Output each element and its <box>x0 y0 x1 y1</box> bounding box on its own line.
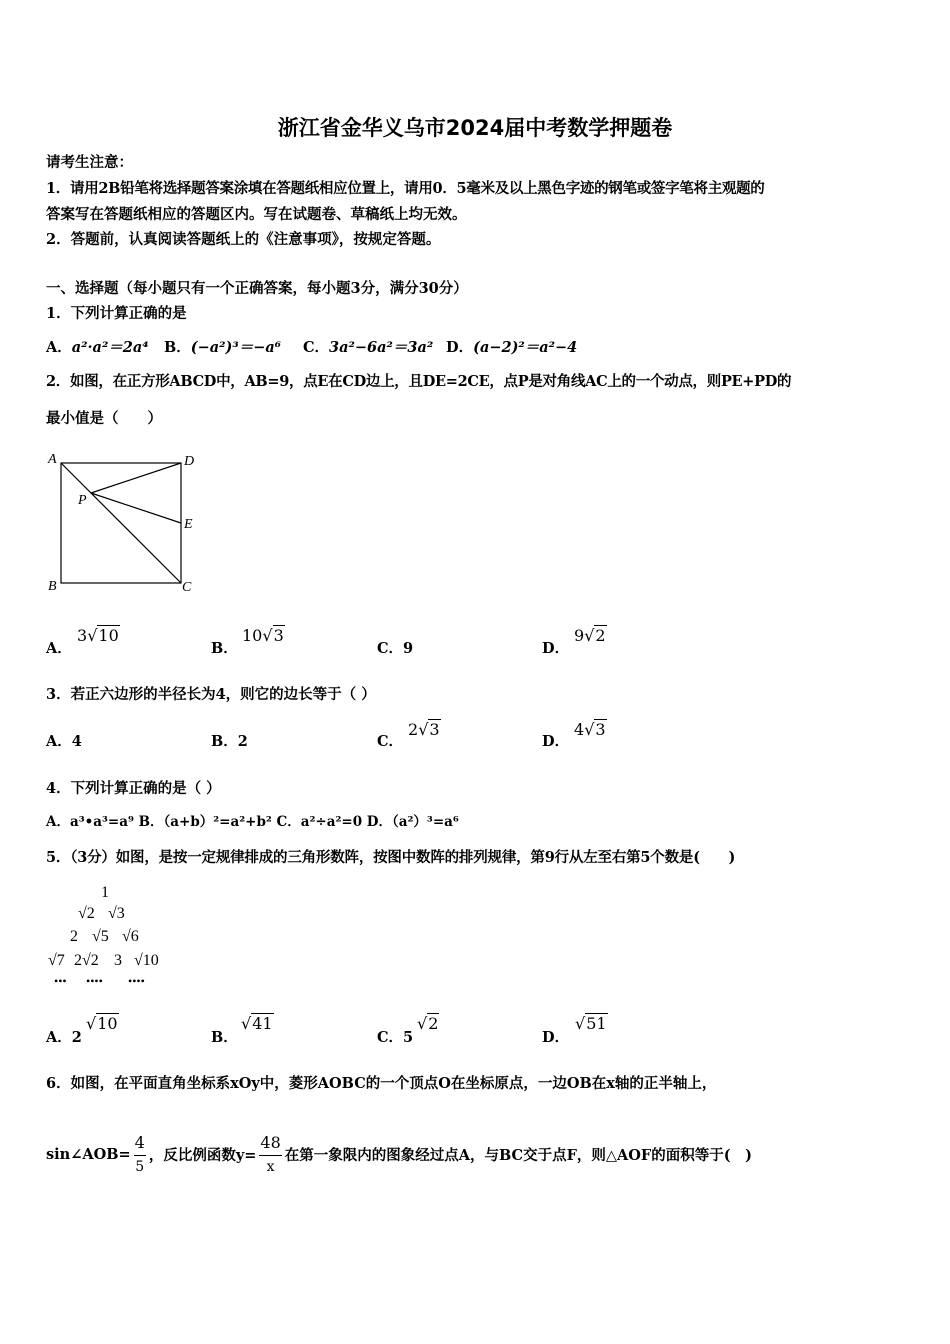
q6-tail-text: 在第一象限内的图象经过点A，与BC交于点F，则△AOF的面积等于( ) <box>284 1146 752 1164</box>
q1-option-c: C．3a²−6a²＝3a² <box>303 339 434 356</box>
label-a: A <box>48 452 57 467</box>
notice-line-2: 答案写在答题纸相应的答题区内。写在试题卷、草稿纸上均无效。 <box>46 206 467 223</box>
q2-option-b-label: B． <box>211 640 238 657</box>
q3-stem: 3．若正六边形的半径长为4，则它的边长等于（ ） <box>46 686 376 703</box>
q3-option-d-label: D． <box>542 733 570 750</box>
q5-option-a-root: √10 <box>86 1014 118 1033</box>
q3-option-d-value: 4√3 <box>574 720 606 739</box>
q5-option-a: A．2 <box>46 1029 82 1046</box>
fraction-48-over-x: $\frac{48}{x}$ <box>260 1133 281 1175</box>
q3-option-c-label: C． <box>377 733 404 750</box>
notice-line-3: 2．答题前，认真阅读答题纸上的《注意事项》，按规定答题。 <box>46 231 441 248</box>
q2-option-d-label: D． <box>542 640 570 657</box>
q6-stem-line-1: 6．如图，在平面直角坐标系xOy中，菱形AOBC的一个顶点O在坐标原点，一边OB在x轴的正半轴上， <box>46 1075 717 1092</box>
q5-option-c-root: √2 <box>417 1014 439 1033</box>
notice-heading: 请考生注意： <box>46 154 133 171</box>
triangle-cell: 2 <box>70 928 78 945</box>
triangle-dots: •••• <box>86 974 103 988</box>
triangle-cell: √3 <box>108 905 125 922</box>
triangle-row1: 1 <box>101 884 109 901</box>
q5-option-d-root: √51 <box>575 1014 607 1033</box>
label-c: C <box>182 580 192 595</box>
triangle-cell: 2√2 <box>74 952 99 969</box>
segment-pd <box>91 463 181 493</box>
q5-option-d-label: D． <box>542 1029 570 1046</box>
q1-option-a: A．a²·a²＝2a⁴ <box>46 339 149 356</box>
q2-option-a-value: 3√10 <box>77 626 119 645</box>
q1-stem: 1．下列计算正确的是 <box>46 305 187 322</box>
triangle-cell: √2 <box>78 905 95 922</box>
q6-stem-line-2 <box>46 1133 752 1175</box>
diagonal-ac <box>61 463 181 583</box>
q2-option-b-value: 10√3 <box>242 626 284 645</box>
section-heading: 一、选择题（每小题只有一个正确答案，每小题3分，满分30分） <box>46 280 468 297</box>
triangle-cell: 3 <box>114 952 122 969</box>
q2-square-figure <box>44 448 214 598</box>
label-p: P <box>78 493 87 508</box>
q5-option-c: C．5 <box>377 1029 414 1046</box>
q4-stem: 4．下列计算正确的是（ ） <box>46 780 221 797</box>
notice-line-1: 1．请用2B铅笔将选择题答案涂填在答题纸相应位置上，请用0．5毫米及以上黑色字迹的钢笔或签字笔将主观题的 <box>46 180 765 197</box>
q1-option-d: D．(a−2)²＝a²−4 <box>446 339 578 356</box>
q2-option-c: C．9 <box>377 640 414 657</box>
triangle-cell: √7 <box>48 952 65 969</box>
q5-option-b-root: √41 <box>241 1014 273 1033</box>
q4-options: A．a³•a³=a⁹ B．（a+b）²=a²+b² C．a²÷a²=0 D．（a²）³=a⁶ <box>46 814 459 830</box>
fraction-four-fifths: $\frac{4}{5}$ <box>134 1133 145 1175</box>
label-b: B <box>48 579 57 594</box>
q3-option-c-value: 2√3 <box>408 720 440 739</box>
label-d: D <box>184 454 195 469</box>
q5-stem: 5．（3分）如图，是按一定规律排成的三角形数阵，按图中数阵的排列规律，第9行从左至右第5个数是( ) <box>46 849 736 866</box>
q2-stem-line-2: 最小值是（ ） <box>46 410 162 427</box>
q2-stem-line-1: 2．如图，在正方形ABCD中，AB=9，点E在CD边上，且DE=2CE，点P是对角线AC上的一个动点，则PE+PD的 <box>46 373 792 390</box>
triangle-cell: √5 <box>92 928 109 945</box>
q2-option-d-value: 9√2 <box>574 626 606 645</box>
q5-option-b-label: B． <box>211 1029 238 1046</box>
q1-option-b: B．(−a²)³＝−a⁶ <box>164 339 282 356</box>
triangle-dots: •••• <box>128 974 145 988</box>
q2-option-a-label: A． <box>46 640 72 657</box>
page-title: 浙江省金华义乌市2024届中考数学押题卷 <box>277 116 673 140</box>
q5-number-triangle <box>44 880 184 995</box>
triangle-cell: √6 <box>122 928 139 945</box>
q3-option-b: B．2 <box>211 733 248 750</box>
q6-mid-text: ，反比例函数y= <box>148 1146 257 1164</box>
q6-sin-label: sin∠AOB= <box>46 1145 131 1163</box>
triangle-cell: √10 <box>134 952 159 969</box>
q3-option-a: A．4 <box>46 733 82 750</box>
segment-pe <box>91 493 181 523</box>
label-e: E <box>184 517 193 532</box>
triangle-dots: ••• <box>54 974 67 988</box>
